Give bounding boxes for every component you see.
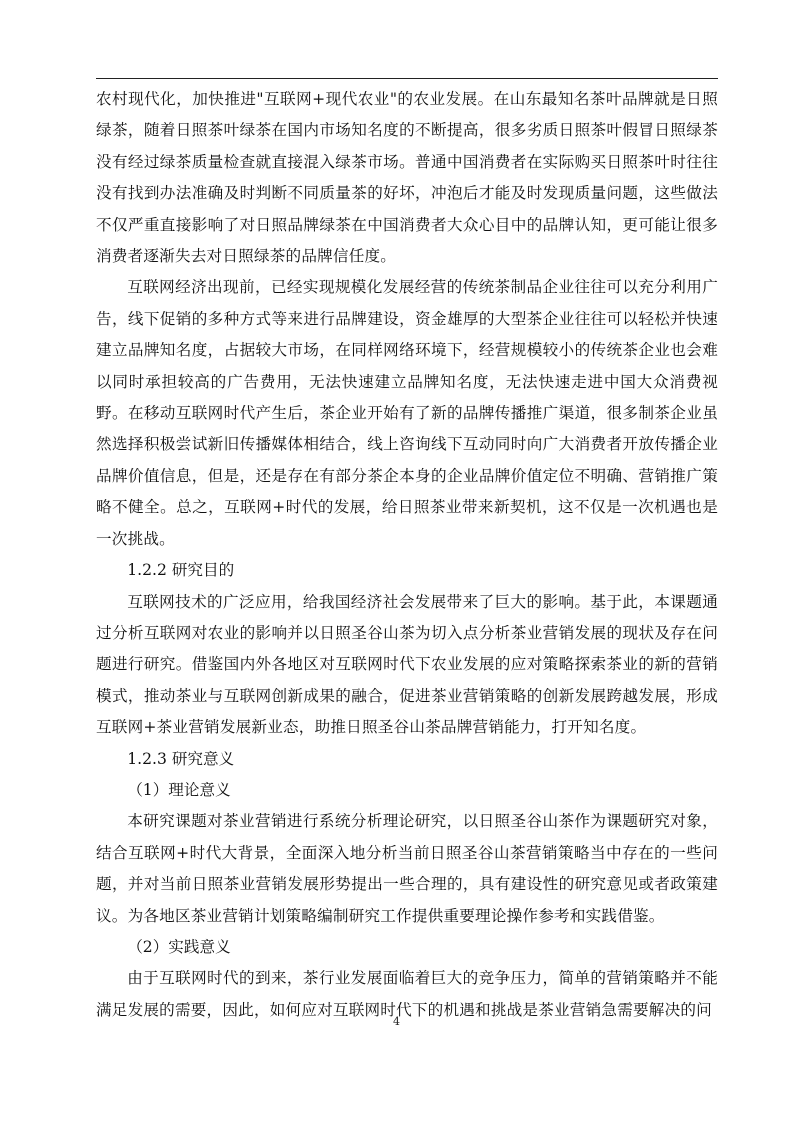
page-body: [96, 84, 718, 1026]
paragraph-theoretical-significance: 本研究课题对茶业营销进行系统分析理论研究，以日照圣谷山茶作为课题研究对象，结合互联网+时代大背景，全面深入地分析当前日照圣谷山茶营销策略当中存在的一些问题，并对当前日照茶业营销发展形势提出一些合理的，具有建设性的研究意见或者政策建议。为各地区茶业营销计划策略编制研究工作提供重要理论操作参考和实践借鉴。: [96, 812, 718, 925]
page-number: 4: [393, 1015, 400, 1028]
header-rule: [96, 78, 718, 79]
section-heading-1-2-3: 1.2.3 研究意义: [127, 749, 235, 768]
paragraph-practical-significance: 由于互联网时代的到来，茶行业发展面临着巨大的竞争压力，简单的营销策略并不能满足发展的需要，因此，如何应对互联网时代下的机遇和挑战是茶业营销急需要解决的问: [96, 969, 718, 1019]
paragraph-continued: 农村现代化，加快推进"互联网+现代农业"的农业发展。在山东最知名茶叶品牌就是日照绿茶，随着日照茶叶绿茶在国内市场知名度的不断提高，很多劣质日照茶叶假冒日照绿茶没有经过绿茶质量检查就直接混入绿茶市场。普通中国消费者在实际购买日照茶叶时往往没有找到办法准确及时判断不同质量茶的好坏，冲泡后才能及时发现质量问题，这些做法不仅严重直接影响了对日照品牌绿茶在中国消费者大众心目中的品牌认知，更可能让很多消费者逐渐失去对日照绿茶的品牌信任度。: [96, 90, 718, 266]
subheading-practical: （2）实践意义: [127, 937, 231, 956]
paragraph-research-purpose: 互联网技术的广泛应用，给我国经济社会发展带来了巨大的影响。基于此，本课题通过分析互联网对农业的影响并以日照圣谷山茶为切入点分析茶业营销发展的现状及存在问题进行研究。借鉴国内外各地区对互联网时代下农业发展的应对策略探索茶业的新的营销模式，推动茶业与互联网创新成果的融合，促进茶业营销策略的创新发展跨越发展，形成互联网+茶业营销发展新业态，助推日照圣谷山茶品牌营销能力，打开知名度。: [96, 592, 718, 737]
section-heading-1-2-2: 1.2.2 研究目的: [127, 561, 235, 580]
subheading-theoretical: （1）理论意义: [127, 780, 231, 799]
paragraph-internet-economy: 互联网经济出现前，已经实现规模化发展经营的传统茶制品企业往往可以充分利用广告，线下促销的多种方式等来进行品牌建设，资金雄厚的大型茶企业往往可以轻松并快速建立品牌知名度，占据较大市场，在同样网络环境下，经营规模较小的传统茶企业也会难以同时承担较高的广告费用，无法快速建立品牌知名度，无法快速走进中国大众消费视野。在移动互联网时代产生后，茶企业开始有了新的品牌传播推广渠道，很多制茶企业虽然选择积极尝试新旧传播媒体相结合，线上咨询线下互动同时向广大消费者开放传播企业品牌价值信息，但是，还是存在有部分茶企本身的企业品牌价值定位不明确、营销推广策略不健全。总之，互联网+时代的发展，给日照茶业带来新契机，这不仅是一次机遇也是一次挑战。: [96, 278, 718, 548]
